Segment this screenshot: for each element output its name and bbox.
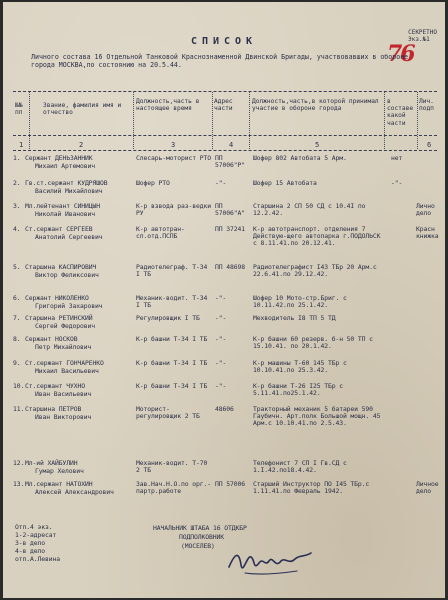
row-first-name: Сергей Федорович bbox=[35, 322, 95, 330]
row-rank-name: Сержант НОСКОВ bbox=[25, 335, 78, 343]
row-address: ПП 57006 bbox=[215, 480, 245, 488]
row-number: 9. bbox=[13, 359, 21, 367]
table-header-rule bbox=[13, 135, 437, 136]
row-address: -"- bbox=[215, 294, 227, 302]
row-rank-name: Старшина КАСПИРОВИЧ bbox=[25, 263, 97, 271]
row-position-now: К-р башни Т-34 I ТБ bbox=[136, 359, 208, 367]
row-first-name: Михаил Артемович bbox=[35, 162, 95, 170]
col-header-composition: в составе какой части bbox=[387, 98, 414, 127]
row-first-name: Гумар Хелович bbox=[35, 467, 84, 475]
row-rank-name: Ст.сержант ЧУХНО bbox=[25, 382, 85, 390]
row-address: ПП 57006"А" bbox=[215, 202, 245, 217]
col-header-position-now: Должность,часть в настоящее время bbox=[136, 98, 200, 113]
col-sep bbox=[249, 92, 250, 149]
col-number: 3 bbox=[171, 141, 176, 149]
row-number: 10. bbox=[13, 382, 25, 390]
footer-copy-2: 3-в дело bbox=[15, 539, 45, 547]
row-rank-name: Сержант ДЕНЬЗАННИК bbox=[25, 154, 93, 162]
col-header-notes: Лич. подп bbox=[419, 98, 434, 113]
footer-copy-3: 4-в дело bbox=[15, 547, 45, 555]
row-rank-name: Ст.сержант ГОНЧАРЕНКО bbox=[25, 359, 104, 367]
col-number: 4 bbox=[229, 141, 234, 149]
row-position-now: К-р автотран-сп.отд.ПСПБ bbox=[136, 225, 185, 240]
footer-typist: отп.А.Левина bbox=[15, 555, 60, 563]
row-composition: -"- bbox=[391, 179, 403, 187]
row-position-then: Тракторный механик 5 батареи 590 Гаубичн. Арт.полк Большой мощн. 45 Арм.с 10.10.41.по 2.5.43. bbox=[253, 405, 381, 427]
row-position-then: Шофер 10 Мото-стр.Бриг. с 10.11.42.по 25.1.42. bbox=[253, 294, 347, 309]
row-position-now: Механик-водит. Т-34 I ТБ bbox=[136, 294, 208, 309]
row-note: Личное дело bbox=[416, 480, 439, 495]
row-number: 4. bbox=[13, 225, 21, 233]
row-address: ПП 48698 bbox=[215, 263, 245, 271]
row-position-now: Регулировщик I ТБ bbox=[136, 314, 200, 322]
row-address: -"- bbox=[215, 179, 227, 187]
row-position-then: К-р башни Т-26 I25 ТБр с 5.11.41.по25.1.42. bbox=[253, 382, 343, 397]
row-number: 12. bbox=[13, 459, 25, 467]
document-page bbox=[3, 2, 445, 598]
secret-stamp-line2: Экз.№1 bbox=[408, 36, 430, 43]
row-position-now: Шофер РТО bbox=[136, 179, 170, 187]
col-sep bbox=[29, 92, 30, 149]
row-address: -"- bbox=[215, 314, 227, 322]
row-number: 11. bbox=[13, 405, 25, 413]
handwritten-page-number: 76 bbox=[387, 41, 414, 67]
col-sep bbox=[133, 92, 134, 149]
row-position-now: Механик-водит. Т-70 2 ТБ bbox=[136, 459, 208, 474]
row-first-name: Николай Иванович bbox=[35, 210, 95, 218]
row-position-then: Старший Инструктор ПО I45 ТБр.с 1.11.41.по Февраль 1942. bbox=[253, 480, 370, 495]
row-position-then: К-р башни 60 резерв. б-н 50 ТП с 15.10.41. по 20.1.42. bbox=[253, 335, 373, 350]
row-position-then: К-р машины Т-60 145 ТБр с 10.10.41.по 25.3.42. bbox=[253, 359, 347, 374]
row-first-name: Анатолий Сергеевич bbox=[35, 233, 103, 241]
row-rank-name: Мл-ий ХАЙБУЛИН bbox=[25, 459, 78, 467]
signatory-title: НАЧАЛЬНИК ШТАБА 16 ОТДКБР bbox=[153, 524, 247, 532]
row-number: 7. bbox=[13, 314, 21, 322]
row-note: Красн книжка bbox=[416, 225, 439, 240]
row-position-then: Шофер 15 Автобата bbox=[253, 179, 317, 187]
row-first-name: Петр Михайлович bbox=[35, 343, 92, 351]
row-rank-name: Мл.лейтенант СИНИЦЫН bbox=[25, 202, 100, 210]
col-header-address: Адрес части bbox=[214, 98, 233, 113]
row-rank-name: Ст.сержант СЕРГЕЕВ bbox=[25, 225, 93, 233]
row-first-name: Алексей Александрович bbox=[35, 488, 114, 496]
col-number: 6 bbox=[427, 141, 432, 149]
signatory-name: (МОСЕЛЕВ) bbox=[181, 542, 215, 550]
table-top-rule bbox=[13, 91, 437, 92]
row-number: 5. bbox=[13, 263, 21, 271]
row-address: -"- bbox=[215, 335, 227, 343]
row-rank-name: Мл.сержант НАТОХИН bbox=[25, 480, 93, 488]
row-address: 48606 bbox=[215, 405, 234, 413]
row-position-then: Шофер 802 Автобата 5 Арм. bbox=[253, 154, 347, 162]
row-position-now: К-р башни Т-34 I ТБ bbox=[136, 335, 208, 343]
col-sep bbox=[417, 92, 418, 149]
document-title: СПИСОК bbox=[190, 36, 258, 47]
row-first-name: Григорий Захарович bbox=[35, 302, 103, 310]
row-position-then: Старшина 2 СП 50 СД с 10.4I по 12.2.42. bbox=[253, 202, 366, 217]
footer-copies: Отп.4 экз. bbox=[15, 523, 53, 531]
row-position-then: Радиотелеграфист I43 ТБр 20 Арм.с 22.6.41.по 29.12.42. bbox=[253, 263, 377, 278]
col-header-name: Звание, фамилия имя и отчество bbox=[43, 102, 122, 117]
row-address: -"- bbox=[215, 359, 227, 367]
row-first-name: Василий Михайлович bbox=[35, 187, 103, 195]
col-number: 1 bbox=[19, 141, 24, 149]
table-colnum-rule bbox=[13, 150, 437, 151]
row-position-now: К-р взвода раз-ведки РУ bbox=[136, 202, 211, 217]
row-number: 1. bbox=[13, 154, 21, 162]
row-rank-name: Сержант НИКОЛЕНКО bbox=[25, 294, 89, 302]
row-first-name: Иван Васильевич bbox=[35, 390, 92, 398]
row-address: ПП 57006"Р" bbox=[215, 154, 245, 169]
row-composition: нет bbox=[391, 154, 403, 162]
row-rank-name: Гв.ст.сержант КУДРЯШОВ bbox=[25, 179, 108, 187]
row-note: Лично дело bbox=[416, 202, 435, 217]
col-number: 5 bbox=[315, 141, 320, 149]
row-position-now: Зав.Нач.Н.О.по орг.-партр.работе bbox=[136, 480, 211, 495]
row-first-name: Виктор Феликсович bbox=[35, 271, 99, 279]
row-position-then: Телефонист 7 СП I Гв.СД с 1.I.42.по18.4.42. bbox=[253, 459, 347, 474]
row-first-name: Михаил Васильевич bbox=[35, 367, 99, 375]
row-rank-name: Старшина РЕТИНСКИЙ bbox=[25, 314, 93, 322]
secret-stamp-line1: СЕКРЕТНО bbox=[408, 29, 437, 36]
footer-copy-1: 1-2-адресат bbox=[15, 531, 57, 539]
document-subtitle: Личного состава 16 Отдельной Танковой Краснознаменной Двинской Бригады, участвовавших в обороне города МОСКВА,по состоянию на 20.5.44. bbox=[31, 53, 409, 70]
row-number: 13. bbox=[13, 480, 25, 488]
row-position-now: К-р башни Т-34 I ТБ bbox=[136, 382, 208, 390]
row-position-now: Радиотелеграф. Т-34 I ТБ bbox=[136, 263, 208, 278]
row-number: 3. bbox=[13, 202, 21, 210]
handwritten-signature bbox=[225, 545, 315, 581]
row-rank-name: Старшина ПЕТРОВ bbox=[25, 405, 82, 413]
row-number: 2. bbox=[13, 179, 21, 187]
row-position-then: Мехводитель I8 ТП 5 ТД bbox=[253, 314, 336, 322]
row-address: -"- bbox=[215, 382, 227, 390]
col-number: 2 bbox=[79, 141, 84, 149]
col-sep bbox=[384, 92, 385, 149]
row-position-then: К-р автотранспорт. отделения 7 Действую-щего автопарка г.ПОДОЛЬСК с 8.11.41.по 20.12.41. bbox=[253, 225, 381, 247]
row-position-now: Слесарь-моторист РТО bbox=[136, 154, 211, 162]
row-first-name: Иван Викторович bbox=[35, 413, 92, 421]
row-position-now: Моторист-регулировщик 2 ТБ bbox=[136, 405, 200, 420]
row-number: 8. bbox=[13, 335, 21, 343]
col-header-num: №№ пп bbox=[15, 102, 23, 117]
signatory-rank: ПОДПОЛКОВНИК bbox=[179, 533, 224, 541]
row-address: ПП 37241 bbox=[215, 225, 245, 233]
row-number: 6. bbox=[13, 294, 21, 302]
col-header-position-then: Должность,часть,в которой принимал участие в обороне города bbox=[252, 98, 379, 113]
col-sep bbox=[212, 92, 213, 149]
